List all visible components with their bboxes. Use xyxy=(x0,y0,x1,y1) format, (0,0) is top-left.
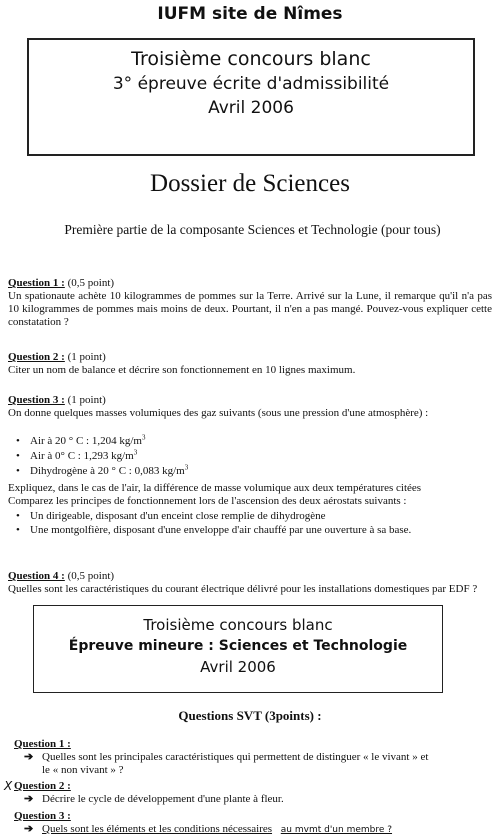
aerostat-item: Une montgolfière, disposant d'une enveloppe d'air chauffé par une ouverture à sa base. xyxy=(30,524,412,536)
instruction-line: Comparez les principes de fonctionnement lors de l'ascension des deux aérostats suivants : xyxy=(8,495,407,507)
arrow-icon: ➔ xyxy=(24,823,34,835)
document-title: Dossier de Sciences xyxy=(150,170,350,197)
svt-question-3 xyxy=(14,810,494,837)
box-date: Avril 2006 xyxy=(200,658,276,676)
box-subtitle: Épreuve mineure : Sciences et Technologie xyxy=(68,638,408,654)
question-text: Un spationaute achète 10 kilogrammes de pommes sur la Terre. Arrivé sur la Lune, il remarque qu'il n'a pas 10 kilogrammes de pommes mais moins de deux. Pourtant, il n'en a pas mangé. Pouvez-vous expliquer cette constatation ? xyxy=(8,290,492,328)
question-label: Question 2 : xyxy=(14,780,71,792)
minor-exam-box xyxy=(33,605,443,693)
svt-question-2 xyxy=(4,780,494,806)
question-points: (1 point) xyxy=(67,351,106,363)
question-points: (0,5 point) xyxy=(67,277,115,289)
arrow-icon: ➔ xyxy=(24,793,34,805)
box-title: Troisième concours blanc xyxy=(131,48,371,70)
exam-title-box xyxy=(27,38,475,156)
question-points: (0,5 point) xyxy=(67,570,115,582)
question-label: Question 2 : xyxy=(8,351,65,363)
question-text: Citer un nom de balance et décrire son fonctionnement en 10 lignes maximum. xyxy=(8,364,356,376)
question-4 xyxy=(8,570,492,596)
gas-item: Air à 0° C : 1,293 kg/m xyxy=(30,450,134,462)
question-label: Question 4 : xyxy=(8,570,65,582)
question-text: Quels sont les éléments et les conditions nécessaires xyxy=(42,823,273,835)
svt-question-1 xyxy=(14,738,494,777)
aerostat-list xyxy=(16,510,490,537)
gas-list: • Air à 20 ° C : 1,204 $kg/m^3$ • Air à 0° C : 1,293 $kg/m^3$ • Dihydrogène à 20 ° C : 0,083 $kg/m^3$ xyxy=(16,433,189,477)
aerostat-item: Un dirigeable, disposant d'un enceint close remplie de dihydrogène xyxy=(30,510,326,522)
question-label: Question 1 : xyxy=(8,277,65,289)
bullet-icon: • xyxy=(16,524,20,536)
question-3-instructions xyxy=(8,482,492,508)
arrow-icon: ➔ xyxy=(24,751,34,763)
question-label: Question 1 : xyxy=(14,738,71,750)
bullet-icon: • xyxy=(16,510,20,522)
box-title: Troisième concours blanc xyxy=(143,616,333,634)
site-header: IUFM site de Nîmes xyxy=(157,4,343,24)
question-label: Question 3 : xyxy=(8,394,65,406)
question-2 xyxy=(8,351,492,377)
instruction-line: Expliquez, dans le cas de l'air, la différence de masse volumique aux deux températures citées xyxy=(8,482,422,494)
bullet-icon: • xyxy=(16,465,20,477)
gas-item: Dihydrogène à 20 ° C : 0,083 kg/m xyxy=(30,465,185,477)
question-label: Question 3 : xyxy=(14,810,71,822)
question-1 xyxy=(8,277,492,329)
handwritten-annotation: au mvmt d'un membre ? xyxy=(280,825,393,835)
question-points: (1 point) xyxy=(67,394,106,406)
bullet-icon: • xyxy=(16,450,20,462)
gas-item: Air à 20 ° C : 1,204 kg/m xyxy=(30,435,142,447)
handwritten-mark: X xyxy=(4,779,13,793)
question-3 xyxy=(8,394,492,420)
question-text: Quelles sont les caractéristiques du courant électrique délivré pour les installations domestiques par EDF ? xyxy=(8,583,478,595)
box-subtitle: 3° épreuve écrite d'admissibilité xyxy=(112,74,390,94)
section-subtitle: Première partie de la composante Sciences et Technologie (pour tous) xyxy=(64,222,441,237)
question-text: Quelles sont les principales caractéristiques qui permettent de distinguer « le vivant » et xyxy=(42,751,429,763)
box-date: Avril 2006 xyxy=(208,98,294,118)
svt-title: Questions SVT (3points) : xyxy=(178,708,322,723)
question-text: Décrire le cycle de développement d'une plante à fleur. xyxy=(42,793,284,805)
bullet-icon: • xyxy=(16,435,20,447)
question-intro: On donne quelques masses volumiques des gaz suivants (sous une pression d'une atmosphère) : xyxy=(8,407,429,419)
question-text-continued: le « non vivant » ? xyxy=(42,764,124,776)
